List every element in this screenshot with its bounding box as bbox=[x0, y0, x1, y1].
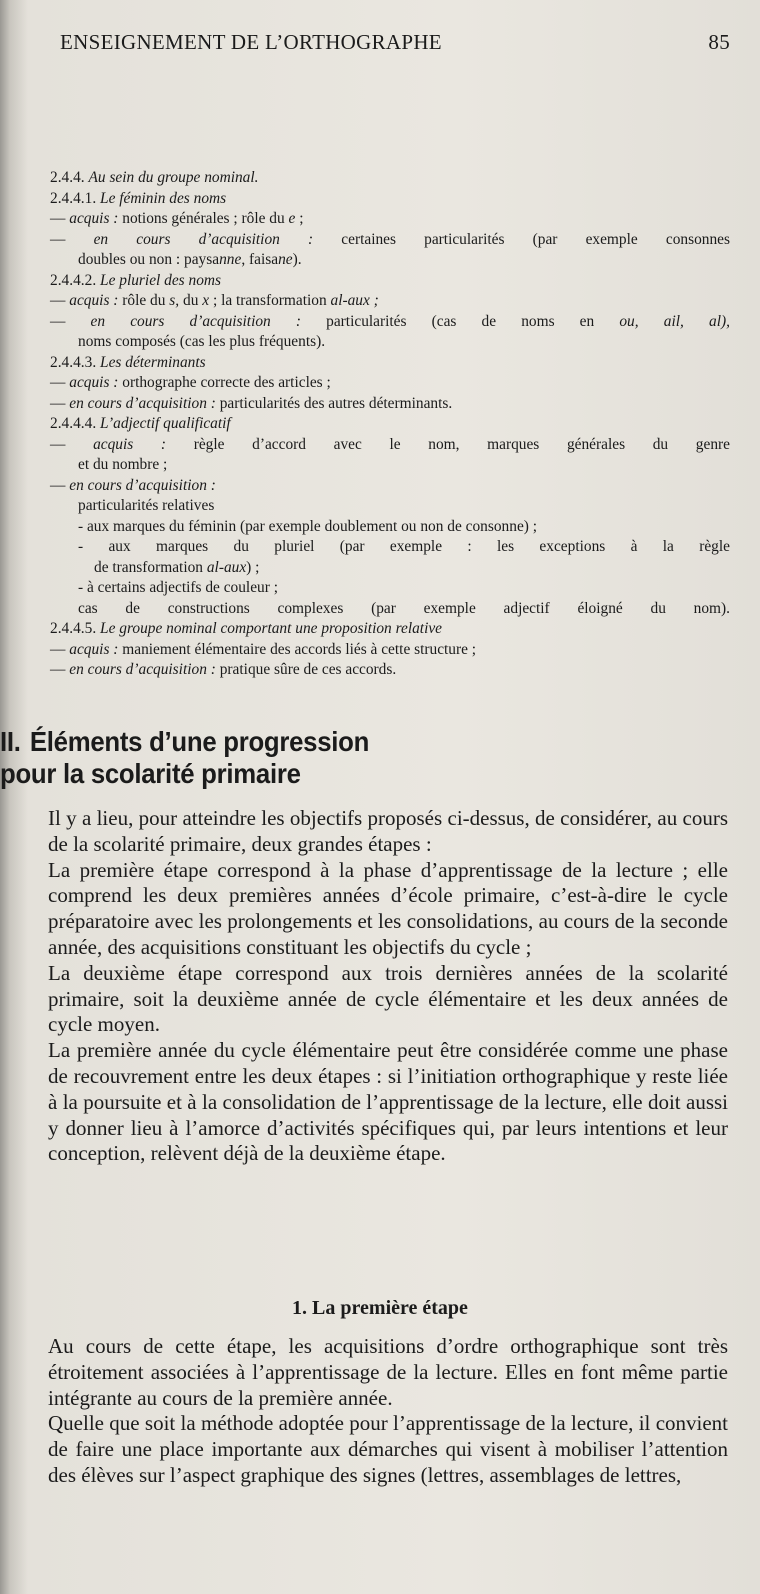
outline-subitem: - aux marques du pluriel (par exemple : les exceptions à la règle bbox=[78, 538, 730, 555]
outline-subitem: - aux marques du féminin (par exemple doublement ou non de consonne) ; bbox=[78, 517, 538, 535]
outline-item: — en cours d’acquisition : particularités des autres déterminants. bbox=[50, 394, 453, 412]
outline-subitem: cas de constructions complexes (par exemple adjectif éloigné du nom). bbox=[78, 599, 730, 617]
outline-heading-2445: 2.4.4.5. Le groupe nominal comportant une proposition relative bbox=[50, 620, 443, 637]
outline-subitem: - à certains adjectifs de couleur ; bbox=[78, 579, 278, 596]
outline-list bbox=[50, 168, 730, 681]
outline-item-continued: doubles ou non : paysanne, faisane). bbox=[78, 251, 302, 268]
outline-item: — acquis : rôle du s, du x ; la transformation al-aux ; bbox=[50, 292, 379, 309]
section-title-line2: pour la scolarité primaire bbox=[0, 758, 301, 789]
outline-heading-2444: 2.4.4.4. L’adjectif qualificatif bbox=[50, 415, 231, 432]
outline-item: — acquis : règle d’accord avec le nom, marques générales du genre bbox=[50, 435, 730, 453]
outline-item: — acquis : orthographe correcte des articles ; bbox=[50, 374, 331, 391]
outline-subitem-continued: de transformation al-aux) ; bbox=[94, 558, 260, 576]
outline-item-continued: et du nombre ; bbox=[78, 456, 168, 473]
outline-item: — en cours d’acquisition : bbox=[50, 476, 216, 494]
outline-heading-2441: 2.4.4.1. Le féminin des noms bbox=[50, 189, 227, 207]
header-title: ENSEIGNEMENT DE L’ORTHOGRAPHE bbox=[60, 30, 442, 54]
outline-item: — en cours d’acquisition : particularités (cas de noms en ou, ail, al), bbox=[50, 312, 730, 330]
paragraph: Au cours de cette étape, les acquisitions d’ordre orthographique sont très étroitement associées à l’apprentissage de la lecture. Elles en font même partie intégrante au cours de la première année. bbox=[48, 1334, 728, 1410]
section-body bbox=[48, 806, 728, 1167]
section-title-line1: Éléments d’une progression bbox=[29, 726, 370, 757]
paragraph: La deuxième étape correspond aux trois dernières années de la scolarité primaire, soit la deuxième année de cycle élémentaire et les deux années de cycle moyen. bbox=[48, 960, 728, 1037]
outline-item: — en cours d’acquisition : pratique sûre de ces accords. bbox=[50, 661, 397, 678]
subsection-body bbox=[48, 1334, 728, 1489]
outline-item: — acquis : maniement élémentaire des accords liés à cette structure ; bbox=[50, 640, 477, 658]
outline-item: — en cours d’acquisition : certaines particularités (par exemple consonnes bbox=[50, 230, 730, 248]
paragraph: La première année du cycle élémentaire peut être considérée comme une phase de recouvrement entre les deux étapes : si l’initiation orthographique y reste liée à la poursuite et à la consolidation de l’apprentissage de la lecture, elle doit aussi y donner lieu à l’amorce d’activités spécifiques qui, par leurs intentions et leur conception, relèvent déjà de la deuxième étape. bbox=[48, 1038, 728, 1166]
section-number: II. bbox=[0, 726, 21, 757]
page-number: 85 bbox=[708, 30, 730, 54]
section-title bbox=[0, 726, 478, 790]
outline-heading-2442: 2.4.4.2. Le pluriel des noms bbox=[50, 271, 222, 289]
outline-item-continued: noms composés (cas les plus fréquents). bbox=[78, 333, 326, 350]
paragraph: La première étape correspond à la phase d’apprentissage de la lecture ; elle comprend les deux premières années d’école primaire, c’est-à-dire le cycle préparatoire avec les prolongements et les consolidations, au cours de la seconde année, des acquisitions constituant les objectifs du cycle ; bbox=[48, 857, 728, 959]
subsection-title: 1. La première étape bbox=[292, 1297, 468, 1319]
running-header bbox=[60, 30, 730, 60]
paragraph: Quelle que soit la méthode adoptée pour l’apprentissage de la lecture, il convient de faire une place importante aux démarches qui visent à mobiliser l’attention des élèves sur l’aspect graphique des signes (lettres, assemblages de lettres, bbox=[48, 1411, 728, 1487]
outline-heading-244: 2.4.4. Au sein du groupe nominal. bbox=[50, 169, 259, 186]
paragraph: Il y a lieu, pour atteindre les objectifs proposés ci-dessus, de considérer, au cours de la scolarité primaire, deux grandes étapes : bbox=[48, 806, 728, 856]
outline-heading-2443: 2.4.4.3. Les déterminants bbox=[50, 353, 206, 371]
outline-subitem: particularités relatives bbox=[78, 497, 215, 514]
outline-item: — acquis : notions générales ; rôle du e ; bbox=[50, 210, 304, 227]
